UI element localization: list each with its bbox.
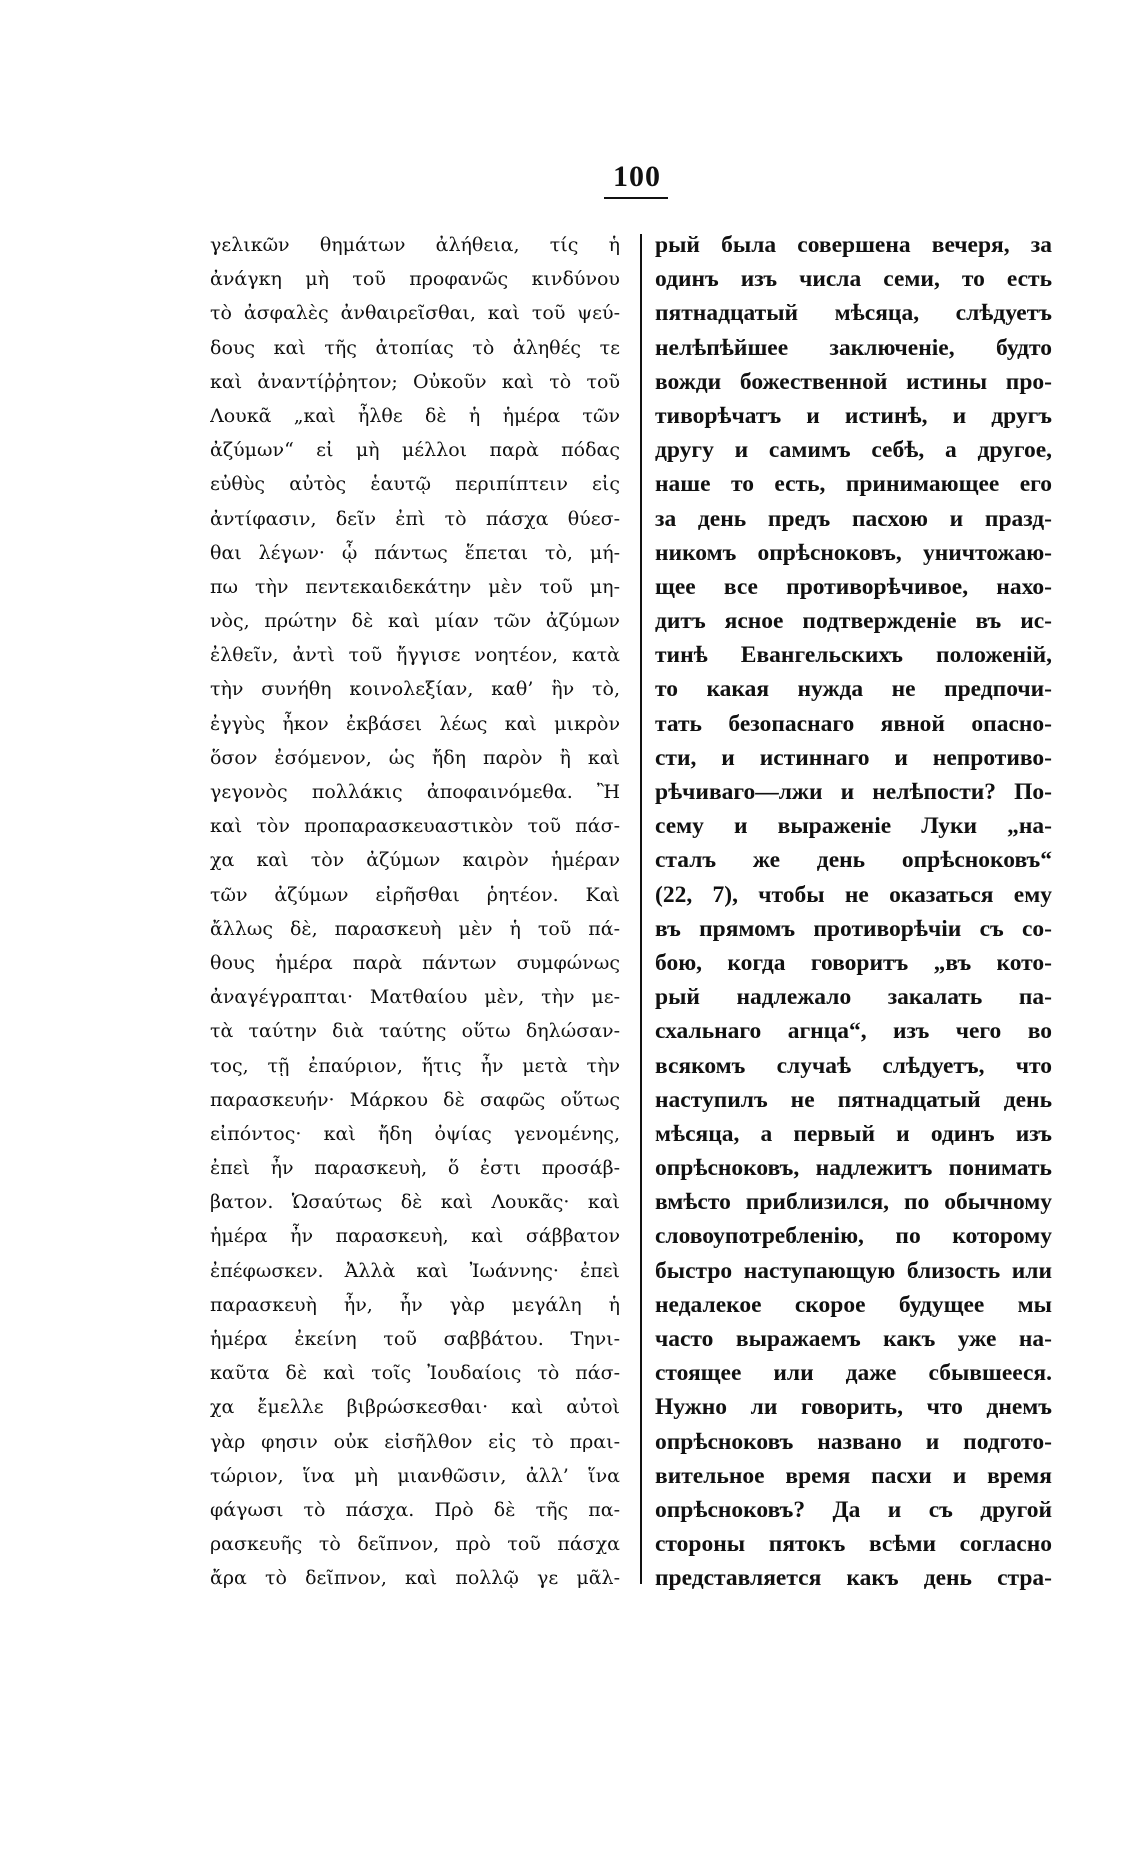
- text-line: γὰρ φησιν οὐκ εἰσῆλθον εἰς τὸ πραι-: [210, 1430, 620, 1453]
- text-line: никомъ опрѣсноковъ, уничтожаю-: [655, 539, 1052, 566]
- text-line: ἡμέρα ἐκείνη τοῦ σαββάτου. Τηνι-: [210, 1328, 620, 1350]
- text-line: сталъ же день опрѣсноковъ“: [655, 847, 1052, 874]
- text-line: рѣчиваго—лжи и нелѣпости? По-: [655, 779, 1052, 805]
- text-line: τος, τῇ ἐπαύριον, ἥτις ἦν μετὰ τὴν: [210, 1054, 620, 1077]
- text-line: нелѣпѣйшее заключеніе, будто: [655, 334, 1052, 361]
- text-line: представляется какъ день стра-: [655, 1565, 1052, 1592]
- text-line: ἐλθεῖν, ἀντὶ τοῦ ἤγγισε νοητέον, κατὰ: [210, 644, 620, 667]
- text-line: καὶ ἀναντίῤῥητον; Οὐκοῦν καὶ τὸ τοῦ: [210, 370, 620, 393]
- text-line: стороны пятокъ всѣми согласно: [655, 1531, 1052, 1558]
- text-line: тинѣ Евангельскихъ положеній,: [655, 642, 1052, 669]
- text-line: ἀνάγκη μὴ τοῦ προφανῶς κινδύνου: [210, 268, 620, 291]
- text-line: εἰπόντος· καὶ ἤδη ὀψίας γενομένης,: [210, 1122, 620, 1145]
- text-line: ἀντίφασιν, δεῖν ἐπὶ τὸ πάσχα θύεσ-: [210, 507, 620, 530]
- text-line: τὸ ἀσφαλὲς ἀνθαιρεῖσθαι, καὶ τοῦ ψεύ-: [210, 302, 620, 325]
- text-line: ἐπεὶ ἦν παρασκευὴ, ὅ ἐστι προσάβ-: [210, 1157, 620, 1180]
- text-line: ἐπέφωσκεν. Ἀλλὰ καὶ Ἰωάννης· ἐπεὶ: [210, 1259, 620, 1282]
- russian-text-column: [655, 228, 1052, 1596]
- text-line: βατον. Ὡσαύτως δὲ καὶ Λουκᾶς· καὶ: [210, 1191, 620, 1214]
- text-line: тать безопаснаго явной опасно-: [655, 710, 1052, 737]
- text-line: παρασκευὴ ἦν, ἦν γὰρ μεγάλη ἡ: [210, 1293, 620, 1316]
- text-line: καῦτα δὲ καὶ τοῖς Ἰουδαίοις τὸ πάσ-: [210, 1362, 620, 1385]
- text-line: опрѣсноковъ? Да и съ другой: [655, 1496, 1052, 1523]
- text-line: рый надлежало закалать па-: [655, 984, 1052, 1011]
- text-line: стоящее или даже сбывшееся.: [655, 1360, 1052, 1387]
- page-number: 100: [613, 160, 661, 193]
- text-line: πω τὴν πεντεκαιδεκάτην μὲν τοῦ μη-: [210, 575, 620, 598]
- text-line: всякомъ случаѣ слѣдуетъ, что: [655, 1052, 1052, 1079]
- text-line: ἡμέρα ἦν παρασκευὴ, καὶ σάββατον: [210, 1225, 620, 1248]
- column-divider: [640, 234, 642, 1584]
- text-line: ἐγγὺς ἦκον ἐκβάσει λέως καὶ μικρὸν: [210, 712, 620, 735]
- text-line: νὸς, πρώτην δὲ καὶ μίαν τῶν ἀζύμων: [210, 610, 620, 633]
- text-line: ἄρα τὸ δεῖπνον, καὶ πολλῷ γε μᾶλ-: [210, 1567, 620, 1590]
- text-line: сти, и истиннаго и непротиво-: [655, 744, 1052, 771]
- text-line: ἀζύμων“ εἰ μὴ μέλλοι παρὰ πόδας: [210, 439, 620, 462]
- text-line: вожди божественной истины про-: [655, 368, 1052, 395]
- text-line: τὴν συνήθη κοινολεξίαν, καθ’ ἣν τὸ,: [210, 678, 620, 701]
- text-line: за день предъ пасхою и празд-: [655, 505, 1052, 532]
- text-line: παρασκευήν· Μάρκου δὲ σαφῶς οὕτως: [210, 1088, 620, 1111]
- text-line: дитъ ясное подтвержденіе въ ис-: [655, 608, 1052, 635]
- text-line: τώριον, ἵνα μὴ μιανθῶσιν, ἀλλ’ ἵνα: [210, 1464, 620, 1487]
- text-line: въ прямомъ противорѣчіи съ со-: [655, 915, 1052, 942]
- page-number-rule: [604, 197, 668, 199]
- text-line: сему и выраженіе Луки „на-: [655, 813, 1052, 840]
- text-line: θαι λέγων· ᾧ πάντως ἕπεται τὸ, μή-: [210, 541, 620, 564]
- text-line: Нужно ли говорить, что днемъ: [655, 1394, 1052, 1421]
- text-line: ἄλλως δὲ, παρασκευὴ μὲν ἡ τοῦ πά-: [210, 917, 620, 940]
- text-line: φάγωσι τὸ πάσχα. Πρὸ δὲ τῆς πα-: [210, 1498, 620, 1521]
- text-line: Λουκᾶ „καὶ ἦλθε δὲ ἡ ἡμέρα τῶν: [210, 404, 620, 427]
- text-line: вмѣсто приблизился, по обычному: [655, 1189, 1052, 1216]
- text-line: τὰ ταύτην διὰ ταύτης οὕτω δηλώσαν-: [210, 1020, 620, 1043]
- text-line: пятнадцатый мѣсяца, слѣдуетъ: [655, 300, 1052, 327]
- text-line: часто выражаемъ какъ уже на-: [655, 1326, 1052, 1352]
- text-line: εὐθὺς αὐτὸς ἑαυτῷ περιπίπτειν εἰς: [210, 473, 620, 496]
- text-line: ρασκευῆς τὸ δεῖπνον, πρὸ τοῦ πάσχα: [210, 1533, 620, 1556]
- text-line: щее все противорѣчивое, нахо-: [655, 573, 1052, 600]
- text-line: быстро наступающую близость или: [655, 1257, 1052, 1284]
- text-line: рый была совершена вечеря, за: [655, 232, 1052, 258]
- text-line: наступилъ не пятнадцатый день: [655, 1086, 1052, 1113]
- text-line: ὅσον ἐσόμενον, ὡς ἤδη παρὸν ἢ καὶ: [210, 746, 620, 769]
- text-line: (22, 7), чтобы не оказаться ему: [655, 881, 1052, 908]
- text-line: опрѣсноковъ, надлежитъ понимать: [655, 1155, 1052, 1182]
- text-line: вительное время пасхи и время: [655, 1462, 1052, 1489]
- text-line: γελικῶν θημάτων ἀλήθεια, τίς ἡ: [210, 234, 620, 256]
- text-line: ἀναγέγραπται· Ματθαίου μὲν, τὴν με-: [210, 986, 620, 1009]
- text-line: мѣсяца, а первый и одинъ изъ: [655, 1120, 1052, 1147]
- text-line: θους ἡμέρα παρὰ πάντων συμφώνως: [210, 951, 620, 974]
- text-line: словоупотребленію, по которому: [655, 1223, 1052, 1250]
- text-line: то какая нужда не предпочи-: [655, 676, 1052, 703]
- text-line: τῶν ἀζύμων εἰρῆσθαι ῥητέον. Καὶ: [210, 883, 620, 906]
- text-line: тиворѣчатъ и истинѣ, и другъ: [655, 402, 1052, 429]
- greek-text-column: [210, 228, 620, 1596]
- text-line: другу и самимъ себѣ, а другое,: [655, 437, 1052, 464]
- text-line: γεγονὸς πολλάκις ἀποφαινόμεθα. Ἢ: [210, 781, 620, 803]
- text-line: χα ἔμελλε βιβρώσκεσθαι· καὶ αὐτοὶ: [210, 1396, 620, 1419]
- text-line: καὶ τὸν προπαρασκευαστικὸν τοῦ πάσ-: [210, 815, 620, 838]
- text-line: схальнаго агнца“, изъ чего во: [655, 1018, 1052, 1045]
- text-line: опрѣсноковъ названо и подгото-: [655, 1428, 1052, 1455]
- text-line: δους καὶ τῆς ἀτοπίας τὸ ἀληθές τε: [210, 336, 620, 359]
- text-line: наше то есть, принимающее его: [655, 471, 1052, 498]
- text-line: χα καὶ τὸν ἀζύμων καιρὸν ἡμέραν: [210, 849, 620, 872]
- text-line: бою, когда говоритъ „въ кото-: [655, 949, 1052, 976]
- text-line: одинъ изъ числа семи, то есть: [655, 266, 1052, 293]
- text-line: недалекое скорое будущее мы: [655, 1291, 1052, 1318]
